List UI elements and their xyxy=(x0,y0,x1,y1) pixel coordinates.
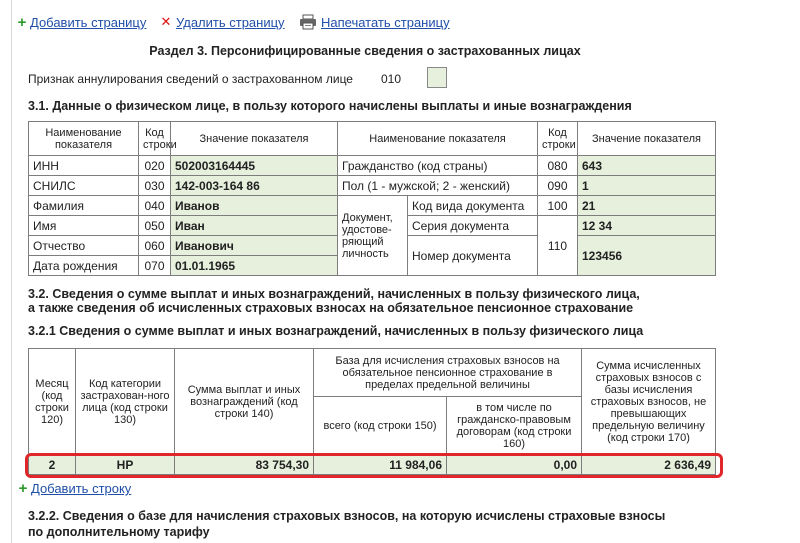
month-cell[interactable]: 2 xyxy=(29,455,76,475)
birthdate-field[interactable]: 01.01.1965 xyxy=(171,256,338,276)
gender-field[interactable]: 1 xyxy=(578,176,716,196)
personal-data-table xyxy=(28,121,716,276)
annulment-code: 010 xyxy=(381,72,402,86)
name-code: 050 xyxy=(139,216,171,236)
add-page-label[interactable]: Добавить страницу xyxy=(30,14,147,30)
base-civil-cell[interactable]: 0,00 xyxy=(447,455,582,475)
doc-number-field[interactable]: 123456 xyxy=(578,236,716,276)
annulment-field[interactable] xyxy=(427,67,447,88)
section-title: Раздел 3. Персонифицированные сведения о застрахованных лицах xyxy=(149,44,581,58)
category-cell[interactable]: НР xyxy=(76,455,175,475)
citizenship-field[interactable]: 643 xyxy=(578,156,716,176)
page-toolbar xyxy=(0,13,800,31)
header-payments: Сумма выплат и иных вознаграждений (код строки 140) xyxy=(175,349,314,455)
header-base-civil: в том числе по гражданско-правовым договорам (код строки 160) xyxy=(447,397,582,455)
header-code-right: Код строки xyxy=(538,122,578,156)
add-page-button[interactable] xyxy=(16,13,146,31)
inn-field[interactable]: 502003164445 xyxy=(171,156,338,176)
citizenship-code: 080 xyxy=(538,156,578,176)
section-3-2-2-heading-line1: 3.2.2. Сведения о базе для начисления страховых взносов, на которую исчислены страховые взносы xyxy=(28,509,666,523)
snils-field[interactable]: 142-003-164 86 xyxy=(171,176,338,196)
section-3-2-heading-line1: 3.2. Сведения о сумме выплат и иных вознаграждений, начисленных в пользу физического лица, xyxy=(28,287,640,301)
surname-code: 040 xyxy=(139,196,171,216)
section-3-2-2-heading xyxy=(28,508,668,540)
header-name-right: Наименование показателя xyxy=(338,122,538,156)
section-3-2-1-heading: 3.2.1 Сведения о сумме выплат и иных вознаграждений, начисленных в пользу физического лица xyxy=(28,324,644,338)
patronymic-field[interactable]: Иванович xyxy=(171,236,338,256)
doc-type-label: Код вида документа xyxy=(408,196,538,216)
cross-icon: ✕ xyxy=(160,14,172,29)
inn-label: ИНН xyxy=(29,156,139,176)
header-value-right: Значение показателя xyxy=(578,122,716,156)
section-3-2-2-heading-line2: по дополнительному тарифу xyxy=(28,525,210,539)
doc-series-label: Серия документа xyxy=(408,216,538,236)
annulment-label: Признак аннулирования сведений о застрахованном лице xyxy=(28,72,353,86)
name-label: Имя xyxy=(29,216,139,236)
birthdate-code: 070 xyxy=(139,256,171,276)
delete-page-button[interactable] xyxy=(160,13,285,31)
birthdate-label: Дата рождения xyxy=(29,256,139,276)
doc-number-code: 110 xyxy=(538,216,578,276)
gender-code: 090 xyxy=(538,176,578,196)
header-code: Код строки xyxy=(139,122,171,156)
patronymic-label: Отчество xyxy=(29,236,139,256)
snils-label: СНИЛС xyxy=(29,176,139,196)
payments-cell[interactable]: 83 754,30 xyxy=(175,455,314,475)
page-frame-border xyxy=(11,0,12,543)
header-category: Код категории застрахован-ного лица (код строки 130) xyxy=(76,349,175,455)
section-3-2-heading-line2: а также сведения об исчисленных страховых взносах на обязательное пенсионное страхование xyxy=(28,301,634,315)
print-page-label[interactable]: Напечатать страницу xyxy=(321,14,450,30)
plus-icon: + xyxy=(18,480,28,497)
doc-series-field[interactable]: 12 34 xyxy=(578,216,716,236)
add-row-button[interactable] xyxy=(17,480,131,497)
doc-type-field[interactable]: 21 xyxy=(578,196,716,216)
add-row-label[interactable]: Добавить строку xyxy=(31,481,132,496)
contributions-cell[interactable]: 2 636,49 xyxy=(582,455,716,475)
header-contributions: Сумма исчисленных страховых взносов с базы исчисления страховых взносов, не превышающих предельную величину (код строки 170) xyxy=(582,349,716,455)
inn-code: 020 xyxy=(139,156,171,176)
gender-label: Пол (1 - мужской; 2 - женский) xyxy=(338,176,538,196)
header-value: Значение показателя xyxy=(171,122,338,156)
doc-number-label: Номер документа xyxy=(408,236,538,276)
surname-field[interactable]: Иванов xyxy=(171,196,338,216)
doc-type-code: 100 xyxy=(538,196,578,216)
header-base-total: всего (код строки 150) xyxy=(314,397,447,455)
print-page-button[interactable] xyxy=(299,13,450,31)
header-month: Месяц (код строки 120) xyxy=(29,349,76,455)
name-field[interactable]: Иван xyxy=(171,216,338,236)
plus-icon: + xyxy=(17,13,27,31)
patronymic-code: 060 xyxy=(139,236,171,256)
section-3-2-heading xyxy=(28,287,648,315)
printer-icon xyxy=(299,14,317,30)
base-total-cell[interactable]: 11 984,06 xyxy=(314,455,447,475)
citizenship-label: Гражданство (код страны) xyxy=(338,156,538,176)
header-base-group: База для исчисления страховых взносов на обязательное пенсионное страхование в пределах предельной величины xyxy=(314,349,582,397)
section-3-1-heading: 3.1. Данные о физическом лице, в пользу которого начислены выплаты и иные вознаграждения xyxy=(28,99,632,113)
delete-page-label[interactable]: Удалить страницу xyxy=(176,14,285,30)
id-document-group-label: Документ, удостове-ряющий личность xyxy=(338,196,408,276)
surname-label: Фамилия xyxy=(29,196,139,216)
snils-code: 030 xyxy=(139,176,171,196)
header-name: Наименование показателя xyxy=(29,122,139,156)
row-highlight-outline xyxy=(25,453,723,478)
